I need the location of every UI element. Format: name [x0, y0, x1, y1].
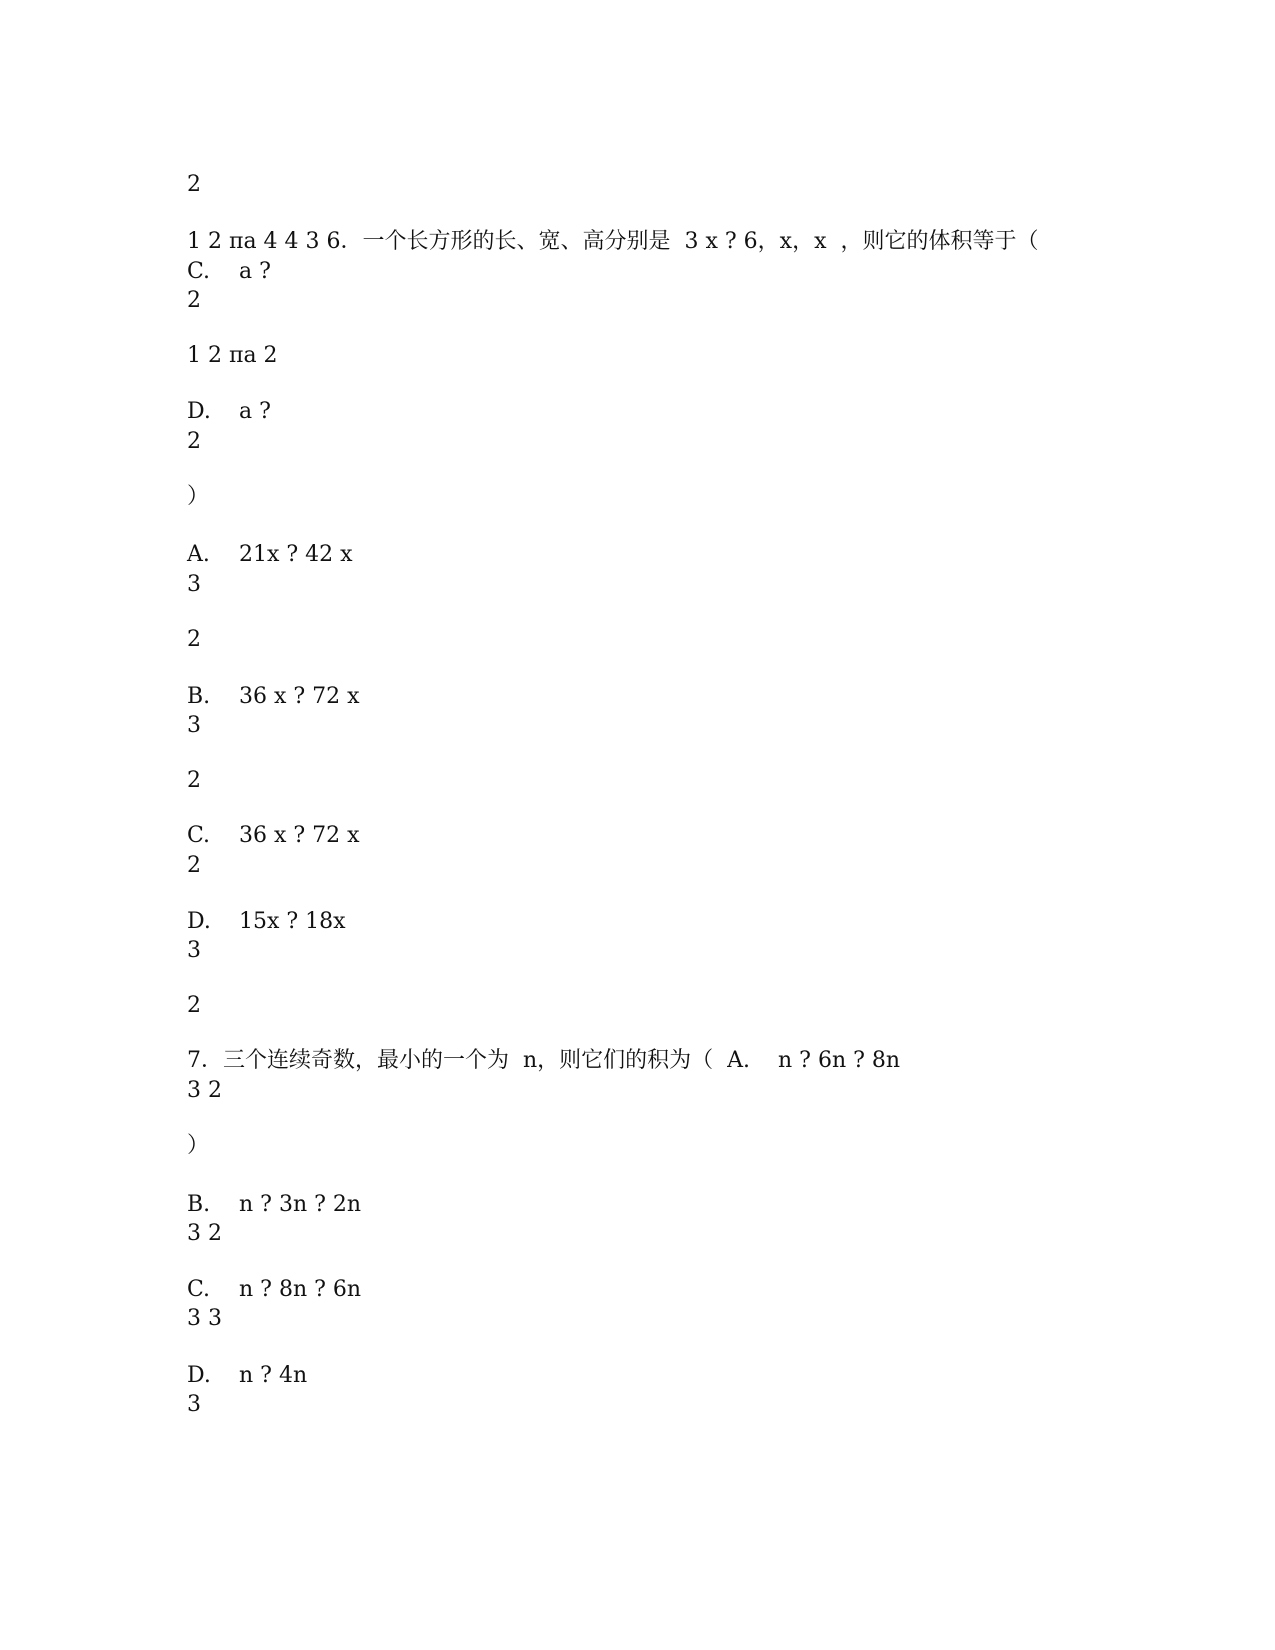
text-line: 3	[187, 572, 201, 597]
text-line: 2	[187, 288, 201, 313]
option-c	[187, 1277, 361, 1303]
option-text: n ? 3n ? 2n	[239, 1192, 362, 1217]
text-line: 3 2	[187, 1078, 222, 1103]
option-text: 36 x ? 72 x	[239, 823, 360, 848]
text-line: 2	[187, 853, 201, 878]
text-line: 3 3	[187, 1306, 222, 1331]
option-b	[187, 1192, 361, 1218]
option-c	[187, 823, 360, 849]
text-line: 3	[187, 713, 201, 738]
option-text: 21x ? 42 x	[239, 542, 353, 567]
text-line: 1 2 πa 2	[187, 343, 278, 368]
closing-paren: ）	[187, 1133, 210, 1158]
text-line: 2	[187, 172, 201, 197]
option-a	[187, 542, 353, 568]
option-label: C.	[187, 823, 211, 848]
question-7-text: 7．三个连续奇数，最小的一个为 n，则它们的积为（ A. n ? 6n ? 8n	[187, 1048, 901, 1073]
option-d	[187, 909, 346, 935]
option-d	[187, 399, 271, 425]
option-text: a ?	[239, 399, 271, 424]
option-label: B.	[187, 684, 211, 709]
question-6-text: 1 2 πa 4 4 3 6．一个长方形的长、宽、高分别是 3 x ? 6，x，x ，则它的体积等于（	[187, 229, 1039, 254]
closing-paren: ）	[187, 484, 210, 509]
text-line: 2	[187, 627, 201, 652]
text-line: 2	[187, 768, 201, 793]
option-label: B.	[187, 1192, 211, 1217]
text-line: 2	[187, 993, 201, 1018]
text-line: 3 2	[187, 1221, 222, 1246]
option-label: D.	[187, 909, 211, 934]
option-text: a ?	[239, 259, 271, 284]
text-line: 3	[187, 1392, 201, 1417]
text-line: 3	[187, 938, 201, 963]
option-label: A.	[187, 542, 210, 567]
option-c	[187, 259, 271, 285]
option-label: D.	[187, 1363, 211, 1388]
option-label: C.	[187, 259, 211, 284]
option-text: 36 x ? 72 x	[239, 684, 360, 709]
option-b	[187, 684, 360, 710]
option-d	[187, 1363, 307, 1389]
option-label: D.	[187, 399, 211, 424]
option-text: n ? 8n ? 6n	[239, 1277, 362, 1302]
option-label: C.	[187, 1277, 211, 1302]
option-text: n ? 4n	[239, 1363, 308, 1388]
text-line: 2	[187, 429, 201, 454]
option-text: 15x ? 18x	[239, 909, 346, 934]
